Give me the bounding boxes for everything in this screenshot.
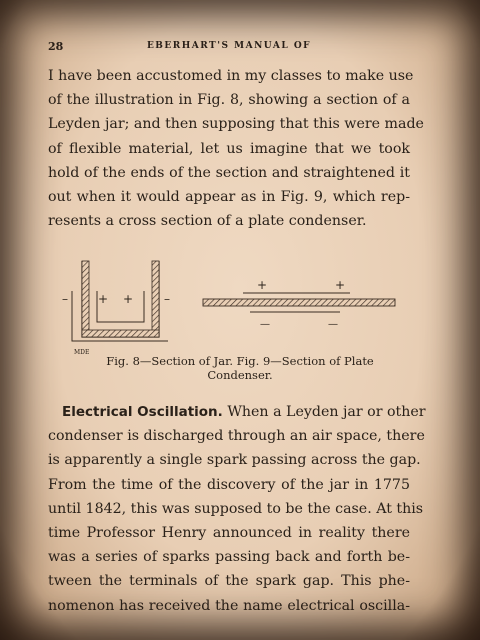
text-line: time Professor Henry announced in reality there	[48, 525, 410, 542]
text-line: nomenon has received the name electrical oscilla-	[48, 597, 410, 614]
caption-line: Condenser.	[207, 368, 273, 382]
fig9-plate-condenser-section	[203, 278, 395, 330]
section-heading: Electrical Oscillation.	[62, 404, 223, 420]
text-line: From the time of the discovery of the jar in 1775	[48, 476, 410, 493]
fig8-minus-left: –	[62, 292, 68, 306]
text-line: is apparently a single spark passing across the gap.	[48, 452, 421, 469]
fig9-plus-left: +	[257, 278, 268, 292]
fig9-minus-left: —	[260, 319, 270, 330]
text-line: resents a cross section of a plate condenser.	[48, 213, 367, 230]
text-line: hold of the ends of the section and straightened it	[48, 164, 410, 181]
text-line: out when it would appear as in Fig. 9, which rep-	[48, 189, 410, 206]
fig8-leyden-jar-section	[62, 261, 170, 355]
text-line: until 1842, this was supposed to be the case. At this	[48, 500, 424, 517]
text-line: tween the terminals of the spark gap. This phe-	[48, 573, 410, 590]
text-line: Leyden jar; and then supposing that this were made	[48, 116, 424, 133]
text-line: of the illustration in Fig. 8, showing a section of a	[48, 92, 410, 109]
page-header	[48, 40, 410, 54]
caption-line: Fig. 8—Section of Jar. Fig. 9—Section of Plate	[106, 354, 374, 368]
figure-caption	[70, 354, 410, 382]
text-line: condenser is discharged through an air space, there	[48, 428, 425, 445]
paragraph-electrical-oscillation	[48, 400, 426, 618]
heading-line-rest: When a Leyden jar or other	[227, 404, 426, 420]
fig8-plus-left: +	[98, 292, 109, 306]
fig8-minus-right: –	[164, 292, 170, 306]
paragraph-leyden-jar-illustration	[48, 64, 424, 233]
text-line: was a series of sparks passing back and forth be-	[48, 549, 410, 566]
text-line: I have been accustomed in my classes to make use	[48, 68, 414, 84]
fig9-plus-right: +	[335, 278, 346, 292]
page-number: 28	[48, 40, 64, 53]
running-head: EBERHART'S MANUAL OF	[146, 41, 312, 51]
fig8-illustrator-initials: MDE	[74, 349, 90, 355]
fig8-plus-right: +	[123, 292, 134, 306]
text-line: of flexible material, let us imagine that we took	[48, 140, 410, 157]
figures-8-and-9	[60, 255, 420, 355]
fig9-minus-right: —	[328, 319, 338, 330]
text-line	[48, 400, 426, 424]
